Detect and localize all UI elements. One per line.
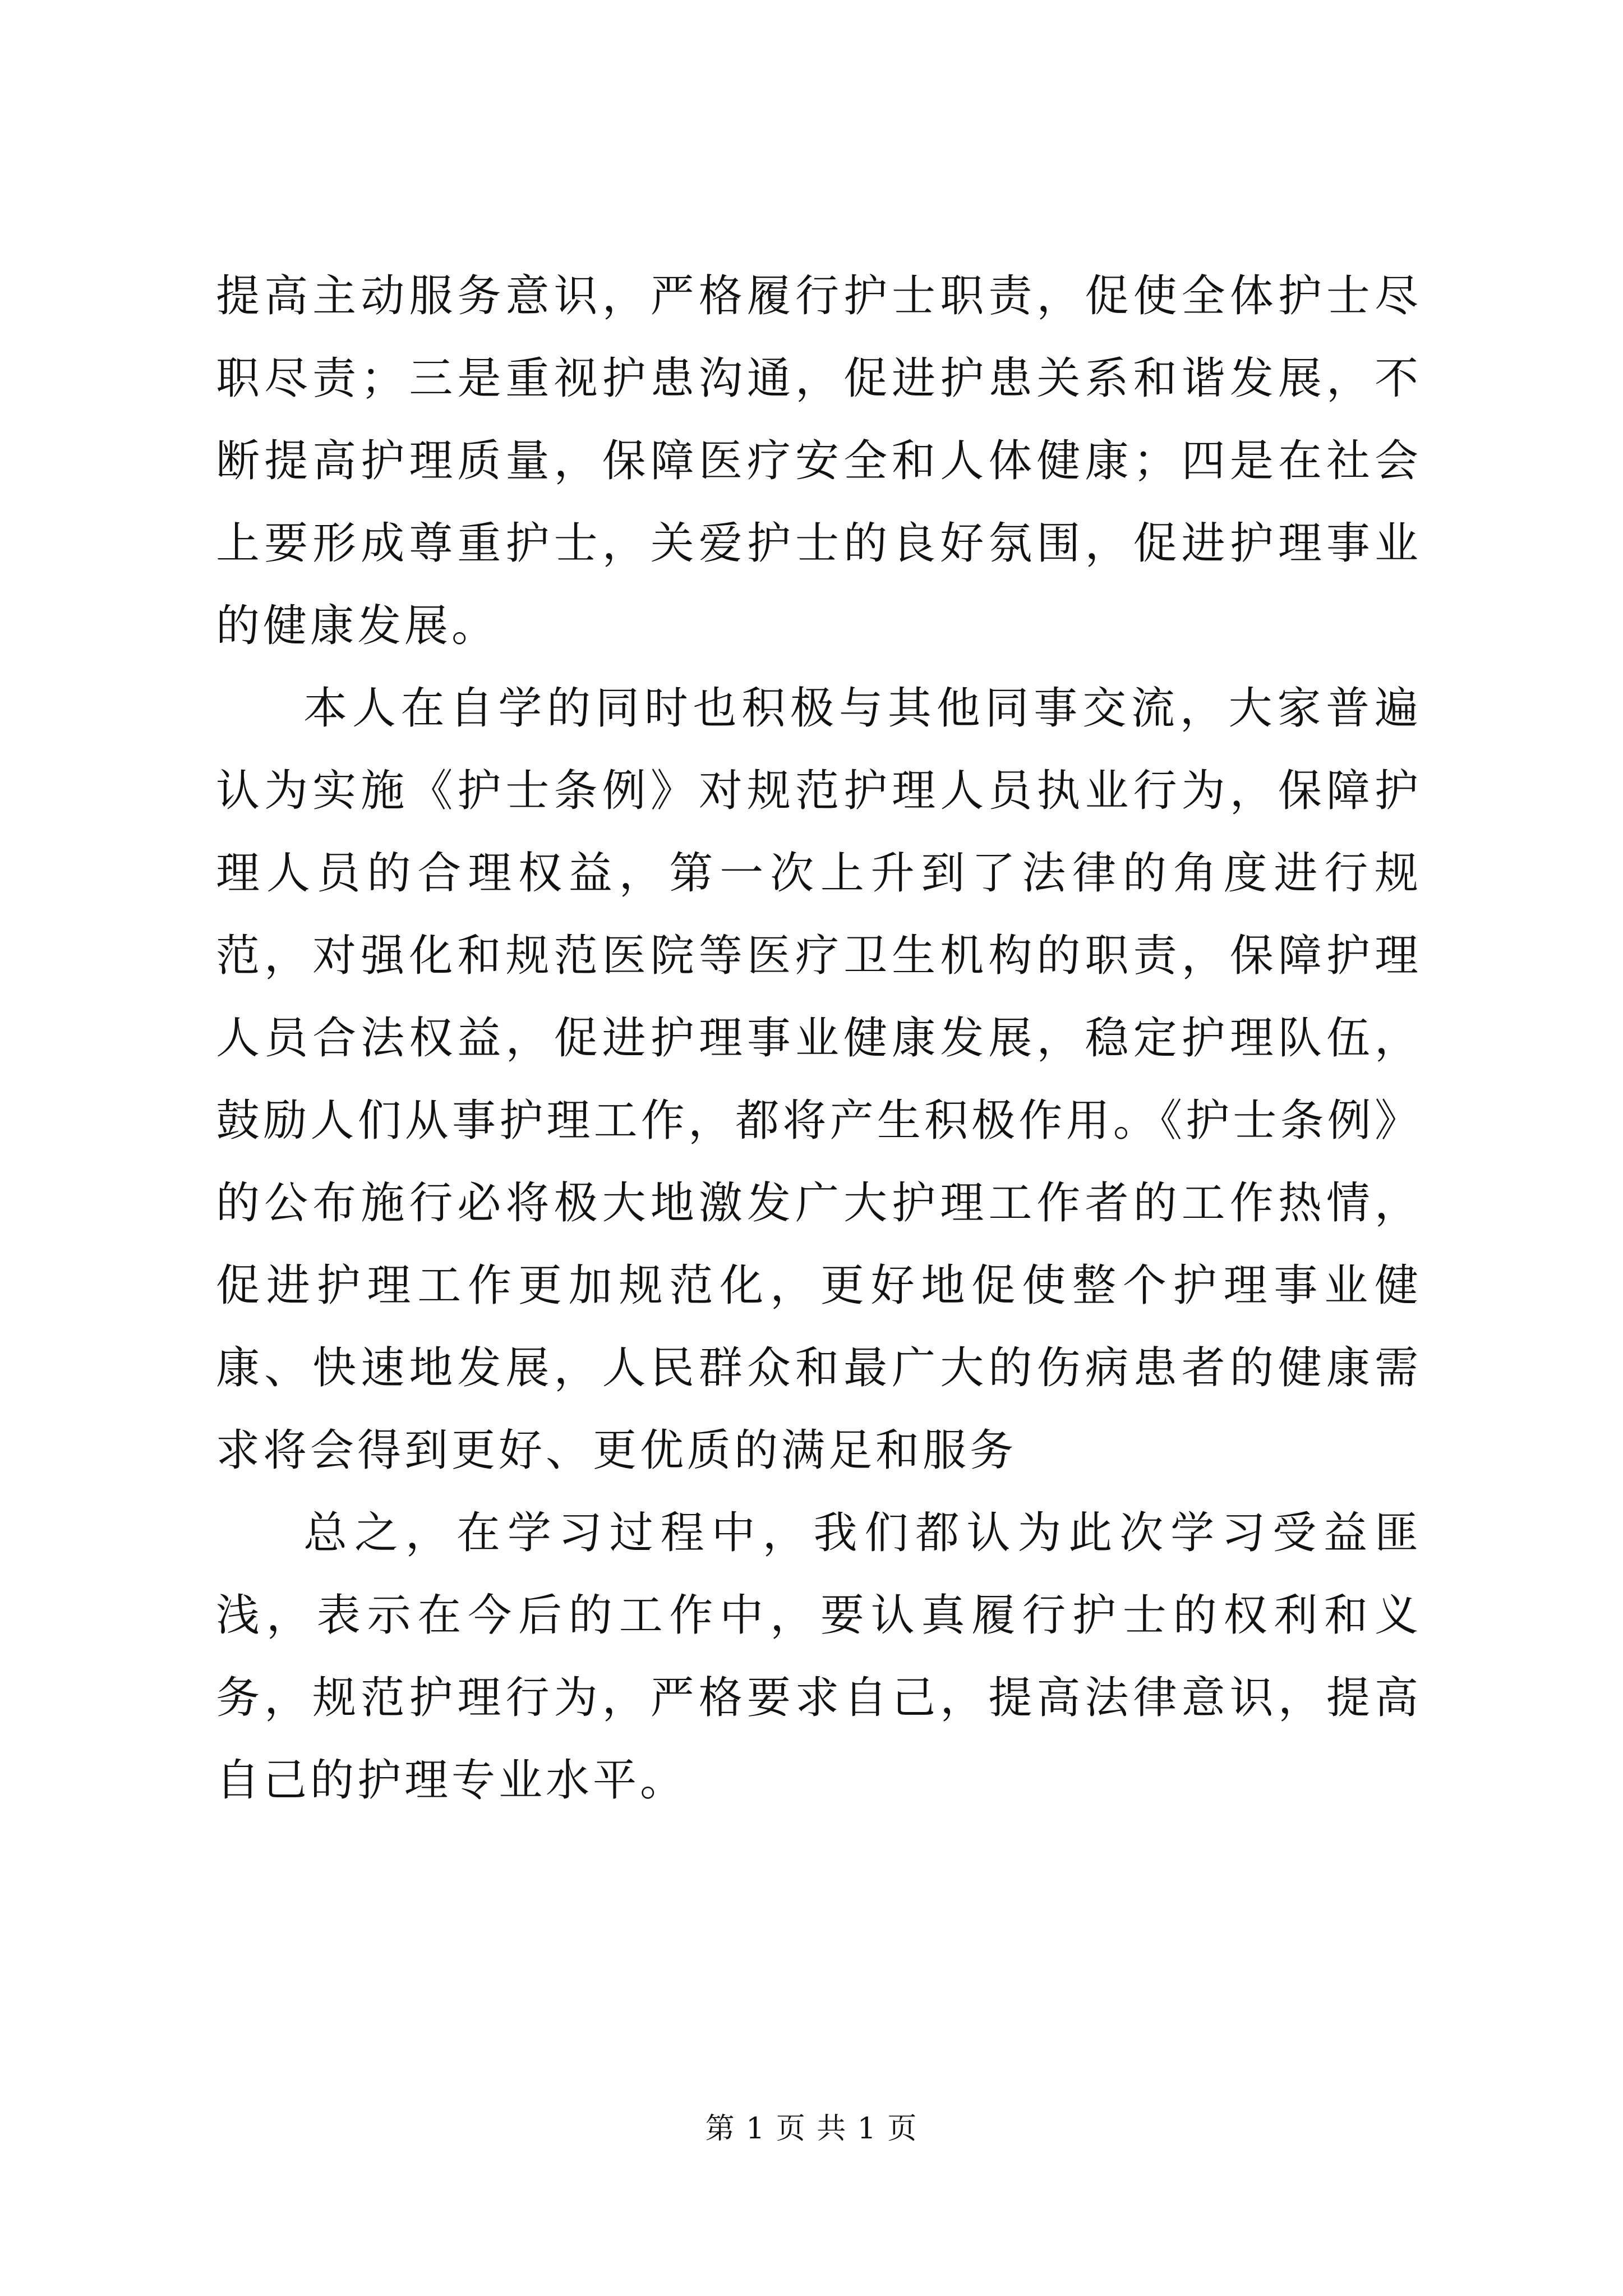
paragraph-conclusion: 总之，在学习过程中，我们都认为此次学习受益匪浅，表示在今后的工作中，要认真履行护士的权利和义务，规范护理行为，严格要求自己，提高法律意识，提高自己的护理专业水平。	[216, 1508, 1422, 1806]
paragraph-self-study: 本人在自学的同时也积极与其他同事交流，大家普遍认为实施《护士条例》对规范护理人员执业行为，保障护理人员的合理权益，第一次上升到了法律的角度进行规范，对强化和规范医院等医疗卫生机构的职责，保障护理人员合法权益，促进护理事业健康发展，稳定护理队伍，鼓励人们从事护理工作，都将产生积极作用。《护士条例》的公布施行必将极大地激发广大护理工作者的工作热情，促进护理工作更加规范化，更好地促使整个护理事业健康、快速地发展，人民群众和最广大的伤病患者的健康需求将会得到更好、更优质的满足和服务	[216, 683, 1422, 1476]
document-body	[216, 255, 1422, 1822]
page-footer: 第 1 页 共 1 页	[705, 2112, 918, 2146]
paragraph-continuation: 提高主动服务意识，严格履行护士职责，促使全体护士尽职尽责；三是重视护患沟通，促进护患关系和谐发展，不断提高护理质量，保障医疗安全和人体健康；四是在社会上要形成尊重护士，关爱护士的良好氛围，促进护理事业的健康发展。	[216, 271, 1422, 651]
